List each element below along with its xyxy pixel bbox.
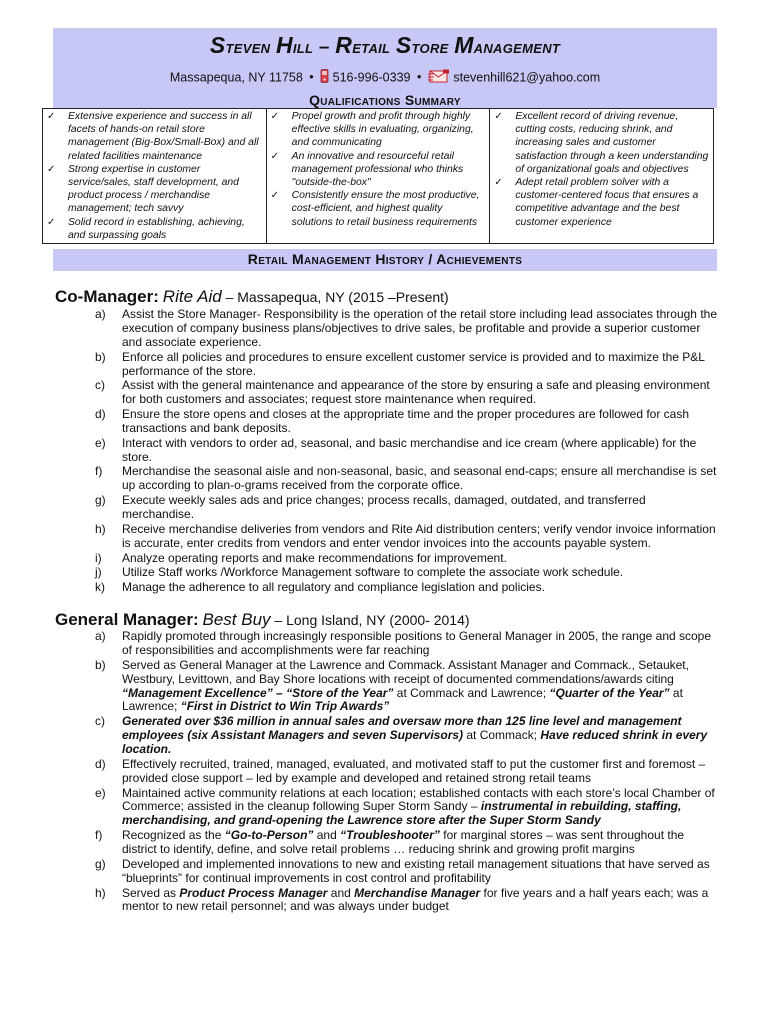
title-part: etail [352, 37, 396, 58]
duty-item [95, 858, 719, 886]
checkmark-icon: ✓ [270, 190, 280, 202]
duty-emphasis: Merchandise Manager [354, 885, 481, 900]
job-duties-rite-aid [95, 308, 719, 596]
qualification-item [271, 150, 486, 190]
qualification-text: An innovative and resourceful retail management professional who thinks "outside-the-box" [291, 150, 464, 189]
duty-segment: Merchandise the seasonal aisle and non-seasonal, basic, and seasonal end-caps; ensure all merchandise is set up according to plan-o-grams received from the corporate office. [122, 464, 717, 493]
duty-text [122, 630, 719, 658]
duty-label: a) [95, 629, 106, 643]
duty-segment: Interact with vendors to order ad, seasonal, and basic merchandise and ice cream (where applicable) for the store. [122, 435, 697, 464]
duty-segment: and [313, 828, 341, 843]
duty-emphasis: instrumental in rebuilding, staffing, merchandising, and grand-opening the Lawrence store after the Super Storm Sandy [122, 799, 682, 828]
duty-item [95, 715, 719, 757]
duty-text [122, 308, 719, 350]
checkmark-icon: ✓ [47, 216, 56, 228]
duty-segment: Analyze operating reports and make recommendations for improvement. [122, 550, 507, 565]
duty-text [122, 437, 719, 465]
duty-text [122, 758, 719, 786]
duty-text [122, 581, 719, 595]
checkmark-icon: ✓ [494, 177, 503, 189]
qualification-text: Excellent record of driving revenue, cutting costs, reducing shrink, and increasing sales and customer satisfaction through a keen understanding of organizational goals and objectives [515, 111, 709, 175]
duty-label: d) [95, 756, 106, 771]
duty-label: i) [95, 550, 102, 565]
duty-emphasis: Generated over $36 million in annual sales and oversaw more than 125 line level and management employees (six Assistant Managers and seven Supervisors) [122, 714, 682, 743]
checkmark-icon: ✓ [494, 111, 503, 122]
duty-label: d) [95, 407, 106, 422]
duty-emphasis: “Troubleshooter” [340, 828, 440, 843]
job-location: – Massapequa, NY (2015 –Present) [221, 289, 449, 305]
duty-text [122, 659, 719, 715]
job-duties-best-buy [95, 630, 719, 915]
qualifications-column [266, 109, 490, 243]
email-icon [428, 69, 450, 87]
job-company: Best Buy [202, 610, 271, 629]
duty-emphasis: “Quarter of the Year” [549, 685, 670, 700]
duty-segment: Recognized as the [122, 828, 225, 843]
email-text: stevenhill621@yahoo.com [453, 70, 601, 85]
duty-segment: at Commack; [463, 728, 541, 743]
job-role: Co-Manager: [55, 287, 159, 306]
duty-segment: Receive merchandise deliveries from vendors and Rite Aid distribution centers; verify vendor invoice information is accurate, enter credits from vendors and enter vendor invoices into the accounts payable system. [122, 521, 716, 550]
job-location: – Long Island, NY (2000- 2014) [270, 612, 470, 628]
contact-line: Massapequa, NY 11758 • 516-996-0339 • stevenhill621@yahoo.com [53, 69, 717, 87]
qualification-text: Solid record in establishing, achieving, and surpassing goals [68, 216, 245, 241]
duty-segment: and [327, 885, 355, 900]
title-part: tore [411, 37, 455, 58]
duty-text [122, 494, 719, 522]
title-initial: S [209, 32, 226, 58]
location-text: Massapequa, NY 11758 [169, 70, 303, 85]
duty-item [95, 379, 719, 407]
duty-text [122, 552, 719, 566]
duty-label: b) [95, 657, 106, 672]
title-initial: M [454, 32, 474, 58]
duty-text [122, 858, 719, 886]
duty-label: f) [95, 828, 103, 843]
duty-item [95, 308, 719, 350]
qualification-item [271, 110, 486, 150]
duty-item [95, 787, 719, 829]
duty-item [95, 437, 719, 465]
duty-item [95, 351, 719, 379]
duty-segment: for five years and a half years each; was a mentor to new retail personnel; and was always under budget [122, 885, 709, 914]
duty-label: e) [95, 435, 106, 450]
duty-segment: for marginal stores – was sent throughout the district to identify, define, and solve retail problems … reducing shrink and growing profit margins [122, 828, 685, 857]
checkmark-icon: ✓ [270, 150, 280, 162]
duty-text [122, 465, 719, 493]
qualifications-column [43, 109, 266, 243]
duty-label: h) [95, 521, 106, 536]
phone-icon [320, 69, 329, 87]
job-heading-rite-aid [55, 288, 449, 306]
job-company: Rite Aid [162, 287, 222, 306]
qualification-text: Consistently ensure the most productive, cost-efficient, and highest quality solutions to retail business requirements [291, 190, 480, 228]
duty-segment: Effectively recruited, trained, managed, evaluated, and motivated staff to put the customer first and foremost – provided close support – led by example and developed and retained strong retail teams [122, 756, 706, 785]
duty-segment: Developed and implemented innovations to new and existing retail management situations that have served as “blueprints” for continual improvements in cost control and profitability [122, 856, 710, 885]
duty-segment: Manage the adherence to all regulatory and compliance legislation and policies. [122, 580, 545, 595]
duty-segment: Served as [122, 885, 180, 900]
duty-emphasis: Have reduced shrink in every location. [122, 728, 708, 757]
duty-label: h) [95, 885, 106, 900]
qualification-item [494, 176, 709, 229]
qualifications-table [42, 108, 714, 244]
duty-item [95, 552, 719, 566]
duty-item [95, 494, 719, 522]
resume-title [53, 34, 717, 59]
header-band [53, 28, 717, 108]
duty-item [95, 887, 719, 915]
duty-segment: Assist the Store Manager- Responsibility is the operation of the retail store including lead associates through the execution of company business plans/objectives to drive sales, be profitable and provide a superior customer and associate experience. [122, 307, 717, 349]
duty-item [95, 566, 719, 580]
duty-label: f) [95, 464, 103, 479]
duty-text [122, 715, 719, 757]
duty-text [122, 787, 719, 829]
checkmark-icon: ✓ [47, 163, 56, 175]
duty-text [122, 566, 719, 580]
phone-text: 516-996-0339 [332, 70, 411, 85]
checkmark-icon: ✓ [47, 111, 56, 122]
qualification-text: Extensive experience and success in all facets of hands-on retail store management (Big-Box/Small-Box) and all related facilities maintenance [68, 111, 259, 162]
qualification-item [47, 110, 262, 163]
history-title: Retail Management History / Achievements [53, 249, 717, 271]
duty-item [95, 408, 719, 436]
duty-label: b) [95, 349, 106, 364]
duty-item [95, 758, 719, 786]
duty-item [95, 581, 719, 595]
qualification-text: Propel growth and profit through highly effective skills in evaluating, organizing, and communicating [291, 111, 474, 149]
duty-emphasis: “Go-to-Person” [224, 828, 314, 843]
duty-segment: at Commack and Lawrence; [393, 685, 550, 700]
qualifications-column [489, 109, 713, 243]
title-part: teven [225, 37, 276, 58]
duty-label: k) [95, 580, 105, 595]
duty-item [95, 523, 719, 551]
job-heading-best-buy [55, 611, 470, 629]
title-part: anagement [473, 37, 561, 58]
qualification-item [271, 189, 486, 229]
duty-segment: at Lawrence; [122, 685, 683, 714]
duty-segment: Ensure the store opens and closes at the appropriate time and the proper procedures are followed for cash transactions and bank deposits. [122, 407, 690, 435]
duty-label: c) [95, 714, 105, 729]
duty-segment: Rapidly promoted through increasingly responsible positions to General Manager in 2005, the range and scope of responsibilities and accomplishments were far reaching [122, 629, 712, 657]
title-initial: R [335, 32, 353, 58]
qualification-item [47, 163, 262, 216]
duty-text [122, 351, 719, 379]
duty-item [95, 829, 719, 857]
qualification-item [494, 110, 709, 176]
title-initial: H [275, 32, 293, 58]
duty-segment: Served as General Manager at the Lawrence and Commack. Assistant Manager and Commack., Setauket, Westbury, Levittown, and Bay Shore locations with receipt of documented commendations/awards citing [122, 657, 689, 686]
duty-item [95, 659, 719, 715]
duty-emphasis: “Management Excellence” – “Store of the Year” [122, 685, 394, 700]
duty-text [122, 379, 719, 407]
duty-text [122, 829, 719, 857]
duty-segment: Assist with the general maintenance and appearance of the store by ensuring a safe and pleasing environment for both customers and associates; request store maintenance when required. [122, 378, 710, 407]
duty-segment: Utilize Staff works /Workforce Management software to complete the associate work schedule. [122, 565, 624, 580]
duty-label: j) [95, 565, 102, 580]
qualification-text: Strong expertise in customer service/sales, staff development, and product process / merchandise management; tech savvy [68, 163, 239, 215]
duty-emphasis: “First in District to Win Trip Awards” [180, 699, 390, 714]
duty-label: e) [95, 785, 106, 800]
qualification-text: Adept retail problem solver with a customer-centered focus that ensures a competitive advantage and the best customer experience [515, 177, 699, 228]
title-part: ill – [292, 37, 336, 58]
duty-label: g) [95, 493, 106, 508]
duty-segment: Enforce all policies and procedures to ensure excellent customer service is provided and to maximize the P&L performance of the store. [122, 349, 705, 378]
checkmark-icon: ✓ [270, 111, 280, 122]
duty-text [122, 408, 719, 436]
duty-label: g) [95, 856, 106, 871]
duty-segment: Maintained active community relations at each location; established contacts with each store’s local Chamber of Commerce; assisted in the cleanup following Super Storm Sandy – [122, 785, 715, 814]
duty-item [95, 630, 719, 658]
duty-text [122, 887, 719, 915]
job-role: General Manager: [55, 610, 199, 629]
duty-emphasis: Product Process Manager [179, 885, 328, 900]
duty-segment: Execute weekly sales ads and price changes; process recalls, damaged, outdated, and transferred merchandise. [122, 493, 646, 522]
duty-label: c) [95, 378, 105, 393]
qualification-item [47, 216, 262, 242]
duty-label: a) [95, 307, 106, 321]
duty-item [95, 465, 719, 493]
qualifications-title: Qualifications Summary [309, 92, 461, 108]
duty-text [122, 523, 719, 551]
title-initial: S [395, 32, 412, 58]
